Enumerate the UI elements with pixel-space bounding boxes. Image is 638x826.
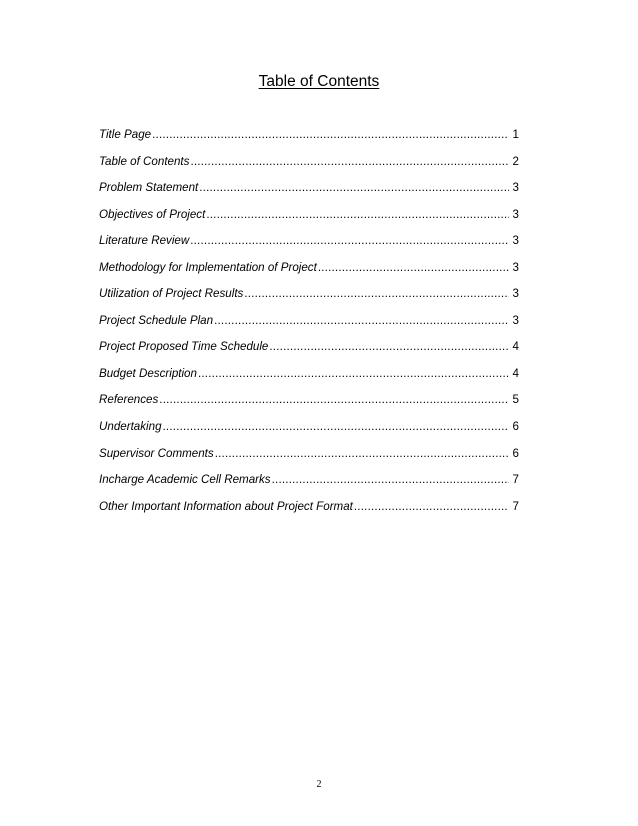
toc-entry [99, 260, 519, 287]
toc-entry-page: 1 [512, 128, 519, 141]
toc-entry-page: 5 [512, 393, 519, 407]
toc-entry-label: Budget Description [99, 366, 197, 380]
toc-entry [99, 472, 519, 499]
toc-entry [99, 446, 519, 473]
toc-entry-label: Title Page [99, 128, 152, 141]
toc-entry [99, 313, 519, 340]
toc-dot-leader [206, 207, 509, 223]
toc-entry-page: 3 [512, 313, 519, 327]
toc-dot-leader [269, 339, 509, 355]
toc-entry [99, 154, 519, 181]
toc-entry-label: Literature Review [99, 234, 190, 248]
page-title: Table of Contents [258, 73, 380, 90]
toc-dot-leader [272, 472, 509, 488]
toc-entry-page: 2 [512, 154, 519, 168]
toc-dot-leader [190, 154, 509, 170]
page-number: 2 [316, 779, 322, 790]
toc-entry-page: 7 [512, 499, 519, 513]
toc-entry-page: 3 [512, 207, 519, 221]
toc-entry-page: 3 [512, 234, 519, 248]
toc-dot-leader [199, 180, 509, 196]
toc-dot-leader [152, 127, 509, 143]
toc-entry-label: References [99, 393, 159, 407]
toc-entry [99, 419, 519, 446]
toc-entry-page: 3 [512, 260, 519, 274]
toc-list [99, 127, 519, 525]
toc-entry [99, 180, 519, 207]
toc-entry-label: Problem Statement [99, 181, 199, 195]
toc-entry [99, 392, 519, 419]
toc-entry-label: Supervisor Comments [99, 446, 214, 460]
toc-entry-label: Utilization of Project Results [99, 287, 244, 301]
toc-dot-leader [318, 260, 509, 276]
toc-entry [99, 233, 519, 260]
toc-entry [99, 366, 519, 393]
toc-entry-page: 3 [512, 181, 519, 195]
toc-entry-page: 4 [512, 340, 519, 354]
toc-entry-label: Methodology for Implementation of Project [99, 260, 317, 274]
toc-dot-leader [198, 366, 509, 382]
toc-entry-page: 7 [512, 473, 519, 487]
toc-entry-page: 6 [512, 446, 519, 460]
toc-entry-label: Incharge Academic Cell Remarks [99, 473, 271, 487]
toc-entry [99, 286, 519, 313]
toc-dot-leader [354, 499, 509, 515]
toc-entry-label: Objectives of Project [99, 207, 206, 221]
toc-dot-leader [215, 446, 509, 462]
toc-entry [99, 339, 519, 366]
toc-entry [99, 499, 519, 526]
toc-dot-leader [190, 233, 509, 249]
toc-entry-page: 6 [512, 420, 519, 434]
toc-entry-label: Other Important Information about Project Format [99, 499, 353, 513]
toc-entry-label: Undertaking [99, 420, 162, 434]
toc-entry-label: Table of Contents [99, 154, 190, 168]
toc-entry [99, 207, 519, 234]
toc-dot-leader [159, 392, 509, 408]
toc-dot-leader [244, 286, 509, 302]
toc-entry-page: 3 [512, 287, 519, 301]
toc-dot-leader [214, 313, 509, 329]
toc-entry-page: 4 [512, 366, 519, 380]
toc-entry [99, 127, 519, 154]
toc-entry-label: Project Proposed Time Schedule [99, 340, 269, 354]
toc-dot-leader [163, 419, 509, 435]
toc-entry-label: Project Schedule Plan [99, 313, 214, 327]
